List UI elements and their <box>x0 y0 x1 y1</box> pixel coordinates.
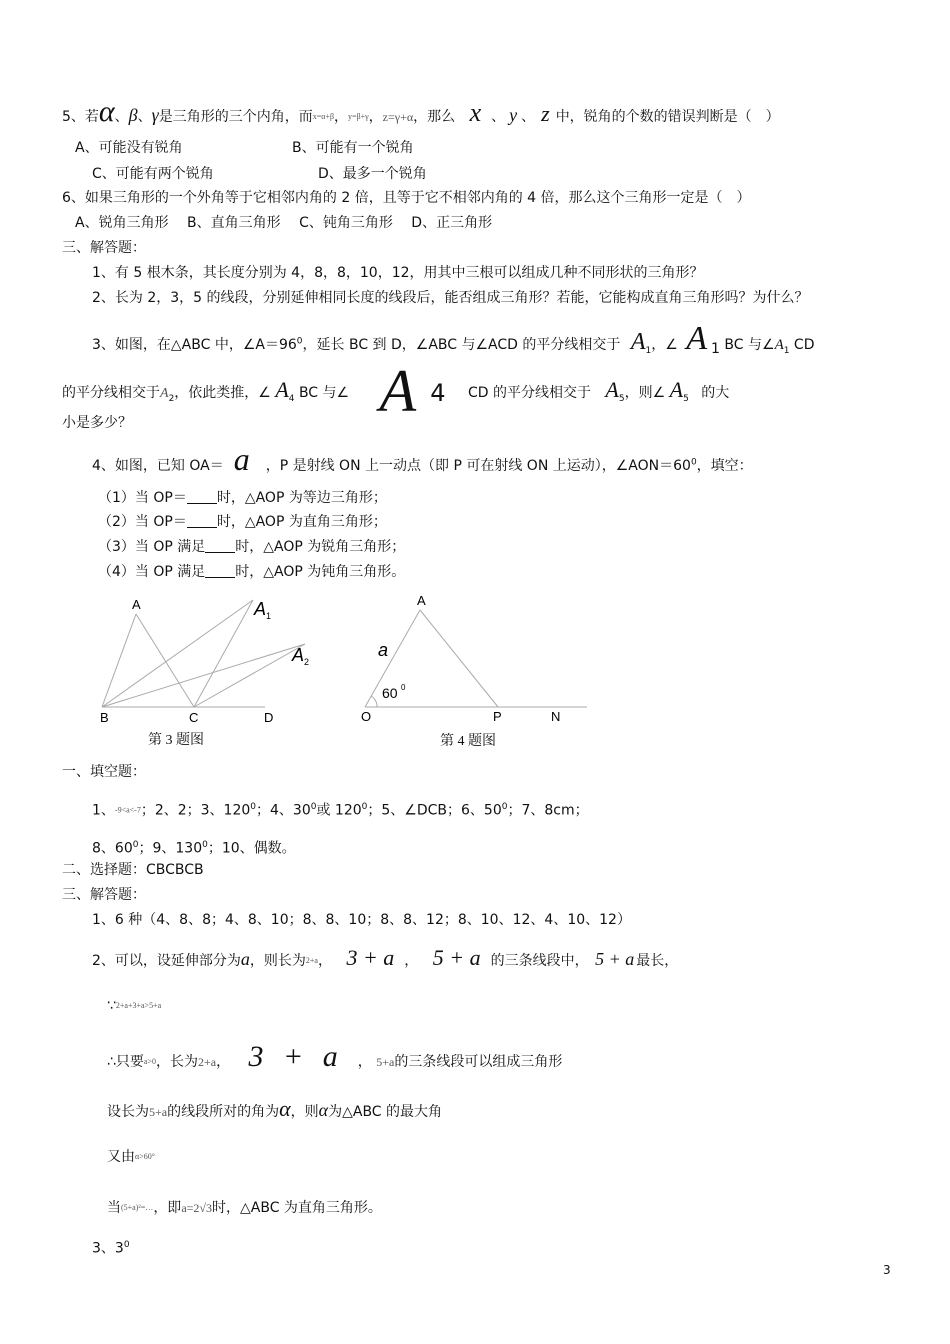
q5-option-d: D、最多一个锐角 <box>318 166 427 182</box>
because-line: ∵2+a+3+a>5+a <box>107 998 162 1014</box>
blank[interactable] <box>187 513 217 528</box>
label-A2: A <box>292 645 305 665</box>
problem-3-line1: 3、如图，在△ABC 中，$\angle A=96^0$，延长 BC 到 D，∠ABC 与∠ACD 的平分线相交于 $A_1$，∠ A $_1$ BC 与$\angle A_1$ CD <box>92 320 815 357</box>
fill-2: （2）当 OP＝ 时，△AOP 为直角三角形； <box>98 514 387 530</box>
answers-fill-line2: 8、$60^0$；9、$130^0$；10、偶数。 <box>92 840 296 857</box>
alpha-symbol: α <box>98 95 115 128</box>
label-N: N <box>551 709 561 724</box>
label-C: C <box>189 710 199 725</box>
problem-2: 2、长为 2，3，5 的线段，分别延伸相同长度的线段后，能否组成三角形？若能，它能构成直角三角形吗？为什么？ <box>92 290 809 306</box>
answers-fill-heading: 一、填空题： <box>62 764 146 780</box>
label-a: a <box>378 640 389 660</box>
garbled-formula: 2+a <box>305 956 318 965</box>
garbled-formula: α>60° <box>135 1152 155 1161</box>
fill-1: （1）当 OP＝ 时，△AOP 为等边三角形； <box>98 490 387 506</box>
garbled-formula: x=α+β <box>312 112 335 121</box>
problem-4-stem: 4、如图，已知 OA＝ a ，P 是射线 ON 上一动点（即 P 可在射线 ON 上运动），$\angle AON=60^0$，填空： <box>92 441 753 477</box>
garbled-formula: -9<a<-7 <box>114 805 141 815</box>
garbled-formula: y=β+γ <box>348 112 369 121</box>
q6-options: A、锐角三角形 B、直角三角形 C、钝角三角形 D、正三角形 <box>75 215 493 231</box>
answer-3: 3、$3^0$ <box>92 1240 130 1257</box>
answers-solve-heading: 三、解答题： <box>62 887 146 903</box>
problem-1: 1、有 5 根木条，其长度分别为 4，8，8，10，12，用其中三根可以组成几种不同形状的三角形？ <box>92 265 704 281</box>
label-D: D <box>264 710 274 725</box>
therefore-line: ∴只要a>0，长为2+a， 3 + a ， 5+a的三条线段可以组成三角形 <box>107 1040 563 1073</box>
figure-4 <box>355 590 595 730</box>
when-line: 当(5+a)²=…，即a=2√3时，△ABC 为直角三角形。 <box>107 1200 382 1216</box>
also-line: 又由α>60° <box>107 1149 155 1165</box>
garbled-formula: a=2√3 <box>181 1201 212 1215</box>
angle-label: 60 <box>382 685 398 701</box>
garbled-formula: z=γ+α <box>382 110 414 124</box>
problem-3-line3: 小是多少？ <box>62 415 132 431</box>
problem-3-line2: 的平分线相交于$A_2$，依此类推，∠ $A_4$ BC 与∠ A $_4$ CD 的平分线相交于 $A_5$，则∠ $A_5$ 的大 <box>62 358 730 424</box>
blank[interactable] <box>205 563 235 578</box>
figure-3-caption: 第 3 题图 <box>148 733 204 748</box>
svg-text:2: 2 <box>304 657 310 667</box>
label-B: B <box>100 710 109 725</box>
q5-option-b: B、可能有一个锐角 <box>292 140 414 156</box>
answer-1: 1、6 种（4、8、8；4、8、10；8、8、10；8、8、12；8、10、12、4、10、12） <box>92 912 631 928</box>
figure-4-caption: 第 4 题图 <box>440 734 496 749</box>
section-heading: 三、解答题： <box>62 240 146 256</box>
svg-text:1: 1 <box>266 611 272 621</box>
figure-3 <box>90 592 330 732</box>
q5-option-a: A、可能没有锐角 <box>75 140 183 156</box>
blank[interactable] <box>187 489 217 504</box>
fill-4: （4）当 OP 满足 时，△AOP 为钝角三角形。 <box>98 564 406 580</box>
label-P: P <box>493 709 502 724</box>
garbled-formula: (5+a)²=… <box>121 1203 154 1212</box>
blank[interactable] <box>205 538 235 553</box>
label-O: O <box>361 709 372 724</box>
label-A: A <box>417 593 426 608</box>
label-A: A <box>132 597 141 612</box>
angle-line: 设长为5+a的线段所对的角为α，则α为△ABC 的最大角 <box>107 1096 443 1121</box>
q5-option-c: C、可能有两个锐角 <box>92 166 214 182</box>
fill-3: （3）当 OP 满足 时，△AOP 为锐角三角形； <box>98 539 406 555</box>
q6-stem: 6、如果三角形的一个外角等于它相邻内角的 2 倍，且等于它不相邻内角的 4 倍，那么这个三角形一定是（ ） <box>62 190 751 206</box>
answer-2-line1: 2、可以，设延伸部分为a，则长为2+a， 3 + a ， 5 + a 的三条线段中， 5 + a 最长， <box>92 945 679 970</box>
garbled-formula: 2+a+3+a>5+a <box>115 1001 162 1010</box>
answers-fill-line1: 1、-9<a<-7；2、2；3、$120^0$；4、$30^0$或 $120^0$；5、∠DCB；6、$50^0$；7、8cm； <box>92 802 589 819</box>
label-A1: A <box>254 599 267 619</box>
answers-choice: 二、选择题：CBCBCB <box>62 862 204 878</box>
q5-stem: 5、若α、β、γ是三角形的三个内角，而x=α+β，y=β+γ，z=γ+α，那么 x 、 y 、 z 中，锐角的个数的错误判断是（ ） <box>62 95 780 128</box>
svg-text:0: 0 <box>401 683 406 692</box>
page-number: 3 <box>883 1263 891 1277</box>
